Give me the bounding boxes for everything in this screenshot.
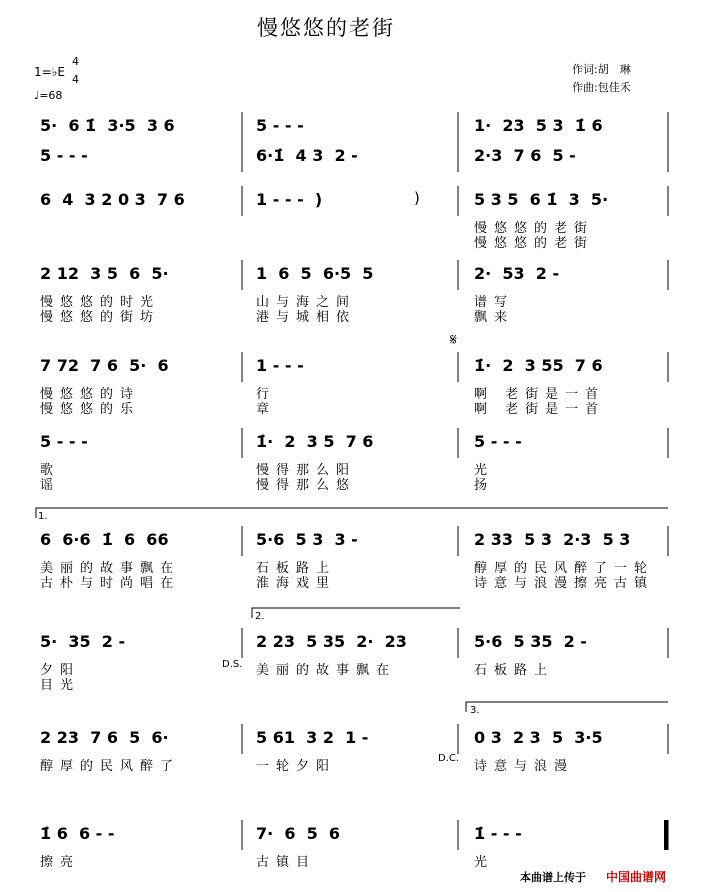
note-group: 2· 53 2 - (474, 264, 560, 283)
note-group: 2 23 5 35 2· 23 (256, 632, 407, 651)
note-group: 5 - - - (40, 432, 88, 451)
note-group: 5·6 5 3 3 - (256, 530, 358, 549)
note-group: 5·6 5 35 2 - (474, 632, 587, 651)
note-group: 7· 6 5 6 (256, 824, 341, 843)
note-group: 7 72 7 6 5· 6 (40, 356, 169, 375)
lyricist: 作词:胡 琳 (572, 63, 631, 76)
lyric-line: 慢悠悠的时光 (40, 295, 161, 310)
time-top: 4 (72, 55, 79, 68)
note-group: 5 - - - (474, 432, 522, 451)
volta-2: 2. (255, 611, 265, 622)
lyric-line: 章 (256, 402, 277, 417)
note-group: 1̇· 2 3 55 7 6 (474, 356, 603, 375)
note-group: 5· 6 1̇ 3·5 3 6 (40, 116, 175, 135)
lyric-line: 慢得那么悠 (256, 478, 357, 493)
upload-credit: 本曲谱上传于 (520, 871, 586, 884)
lyric-line: 行 (256, 387, 277, 402)
lyric-line: 古镇目 (256, 855, 317, 870)
lyric-line: 慢得那么阳 (256, 463, 357, 478)
lyric-line: 醇厚的民风醉了 (40, 759, 181, 774)
lyric-line: 啊 老街是一首 (474, 402, 606, 417)
time-bottom: 4 (72, 73, 79, 86)
lyric-line: 醇厚的民风醉了一轮 (474, 561, 655, 576)
note-group: 1̇ 6 6 - - (40, 824, 115, 843)
site-logo: 中国曲谱网 (606, 870, 667, 884)
note-group: 1̇· 2 3 5 7 6 (256, 432, 374, 451)
da-capo: D.C. (438, 753, 460, 764)
note-group: 5 - - - (40, 146, 88, 165)
note-group: 2 12 3 5 6 5· (40, 264, 169, 283)
lyric-line: 光 (474, 855, 495, 870)
lyric-line: 慢悠悠的乐 (40, 402, 141, 417)
note-group: 1 6 5 6·5 5 (256, 264, 374, 283)
note-group: 1· 23 5 3 1̇ 6 (474, 116, 603, 135)
volta-bracket (466, 702, 668, 712)
lyric-line: 夕阳 (40, 663, 81, 678)
note-group: 1 - - - ) (256, 190, 323, 209)
close-parenthesis: ) (414, 189, 420, 207)
lyric-line: 啊 老街是一首 (474, 387, 606, 402)
lyric-line: 扬 (474, 478, 495, 493)
final-barline (664, 820, 668, 850)
note-group: 5 3 5 6 1̇ 3 5· (474, 190, 609, 209)
volta-1: 1. (38, 511, 48, 522)
lyric-line: 石板路上 (474, 663, 555, 678)
note-group: 6 6·6 1̇ 6 66 (40, 530, 169, 549)
lyric-line: 飘来 (474, 310, 515, 325)
note-group: 5· 35 2 - (40, 632, 126, 651)
lyric-line: 美丽的故事飘在 (256, 663, 397, 678)
lyric-line: 慢悠悠的街坊 (40, 310, 161, 325)
segno-icon: 𝄋 (450, 330, 457, 349)
lyric-line: 慢悠悠的老街 (474, 236, 595, 251)
volta-bracket (252, 608, 460, 618)
lyric-line: 光 (474, 463, 495, 478)
lyric-line: 诗意与浪漫 (474, 759, 575, 774)
song-title: 慢悠悠的老街 (257, 16, 395, 40)
lyric-line: 古朴与时尚唱在 (40, 576, 181, 591)
note-group: 0 3 2 3 5 3·5 (474, 728, 603, 747)
note-group: 5 61 3 2 1 - (256, 728, 369, 747)
lyric-line: 美丽的故事飘在 (40, 561, 181, 576)
dal-segno: D.S. (222, 659, 243, 670)
tempo: ♩=68 (34, 89, 63, 102)
volta-3: 3. (470, 705, 480, 716)
lyric-line: 诗意与浪漫擦亮古镇 (474, 576, 655, 591)
lyric-line: 石板路上 (256, 561, 337, 576)
note-group: 1 - - - (256, 356, 304, 375)
lyric-line: 谣 (40, 478, 61, 493)
lyric-line: 山与海之间 (256, 295, 357, 310)
lyric-line: 歌 (40, 463, 61, 478)
note-group: 6·1̇ 4 3 2 - (256, 146, 358, 165)
lyric-line: 谱写 (474, 295, 515, 310)
note-group: 2 33 5 3 2·3 5 3 (474, 530, 631, 549)
lyric-line: 淮海戏里 (256, 576, 337, 591)
lyric-line: 目光 (40, 678, 81, 693)
lyric-line: 慢悠悠的诗 (40, 387, 141, 402)
lyric-line: 一轮夕阳 (256, 759, 337, 774)
volta-bracket (36, 508, 668, 518)
composer: 作曲:包佳禾 (572, 81, 631, 94)
note-group: 6 4 3 2 0 3 7 6 (40, 190, 185, 209)
lyric-line: 擦亮 (40, 855, 81, 870)
lyric-line: 港与城相依 (256, 310, 357, 325)
note-group: 2 23 7 6 5 6· (40, 728, 169, 747)
key-signature: 1=♭E (34, 65, 65, 79)
note-group: 2·3 7 6 5 - (474, 146, 576, 165)
note-group: 1̇ - - - (474, 824, 522, 843)
lyric-line: 慢悠悠的老街 (474, 221, 595, 236)
note-group: 5 - - - (256, 116, 304, 135)
